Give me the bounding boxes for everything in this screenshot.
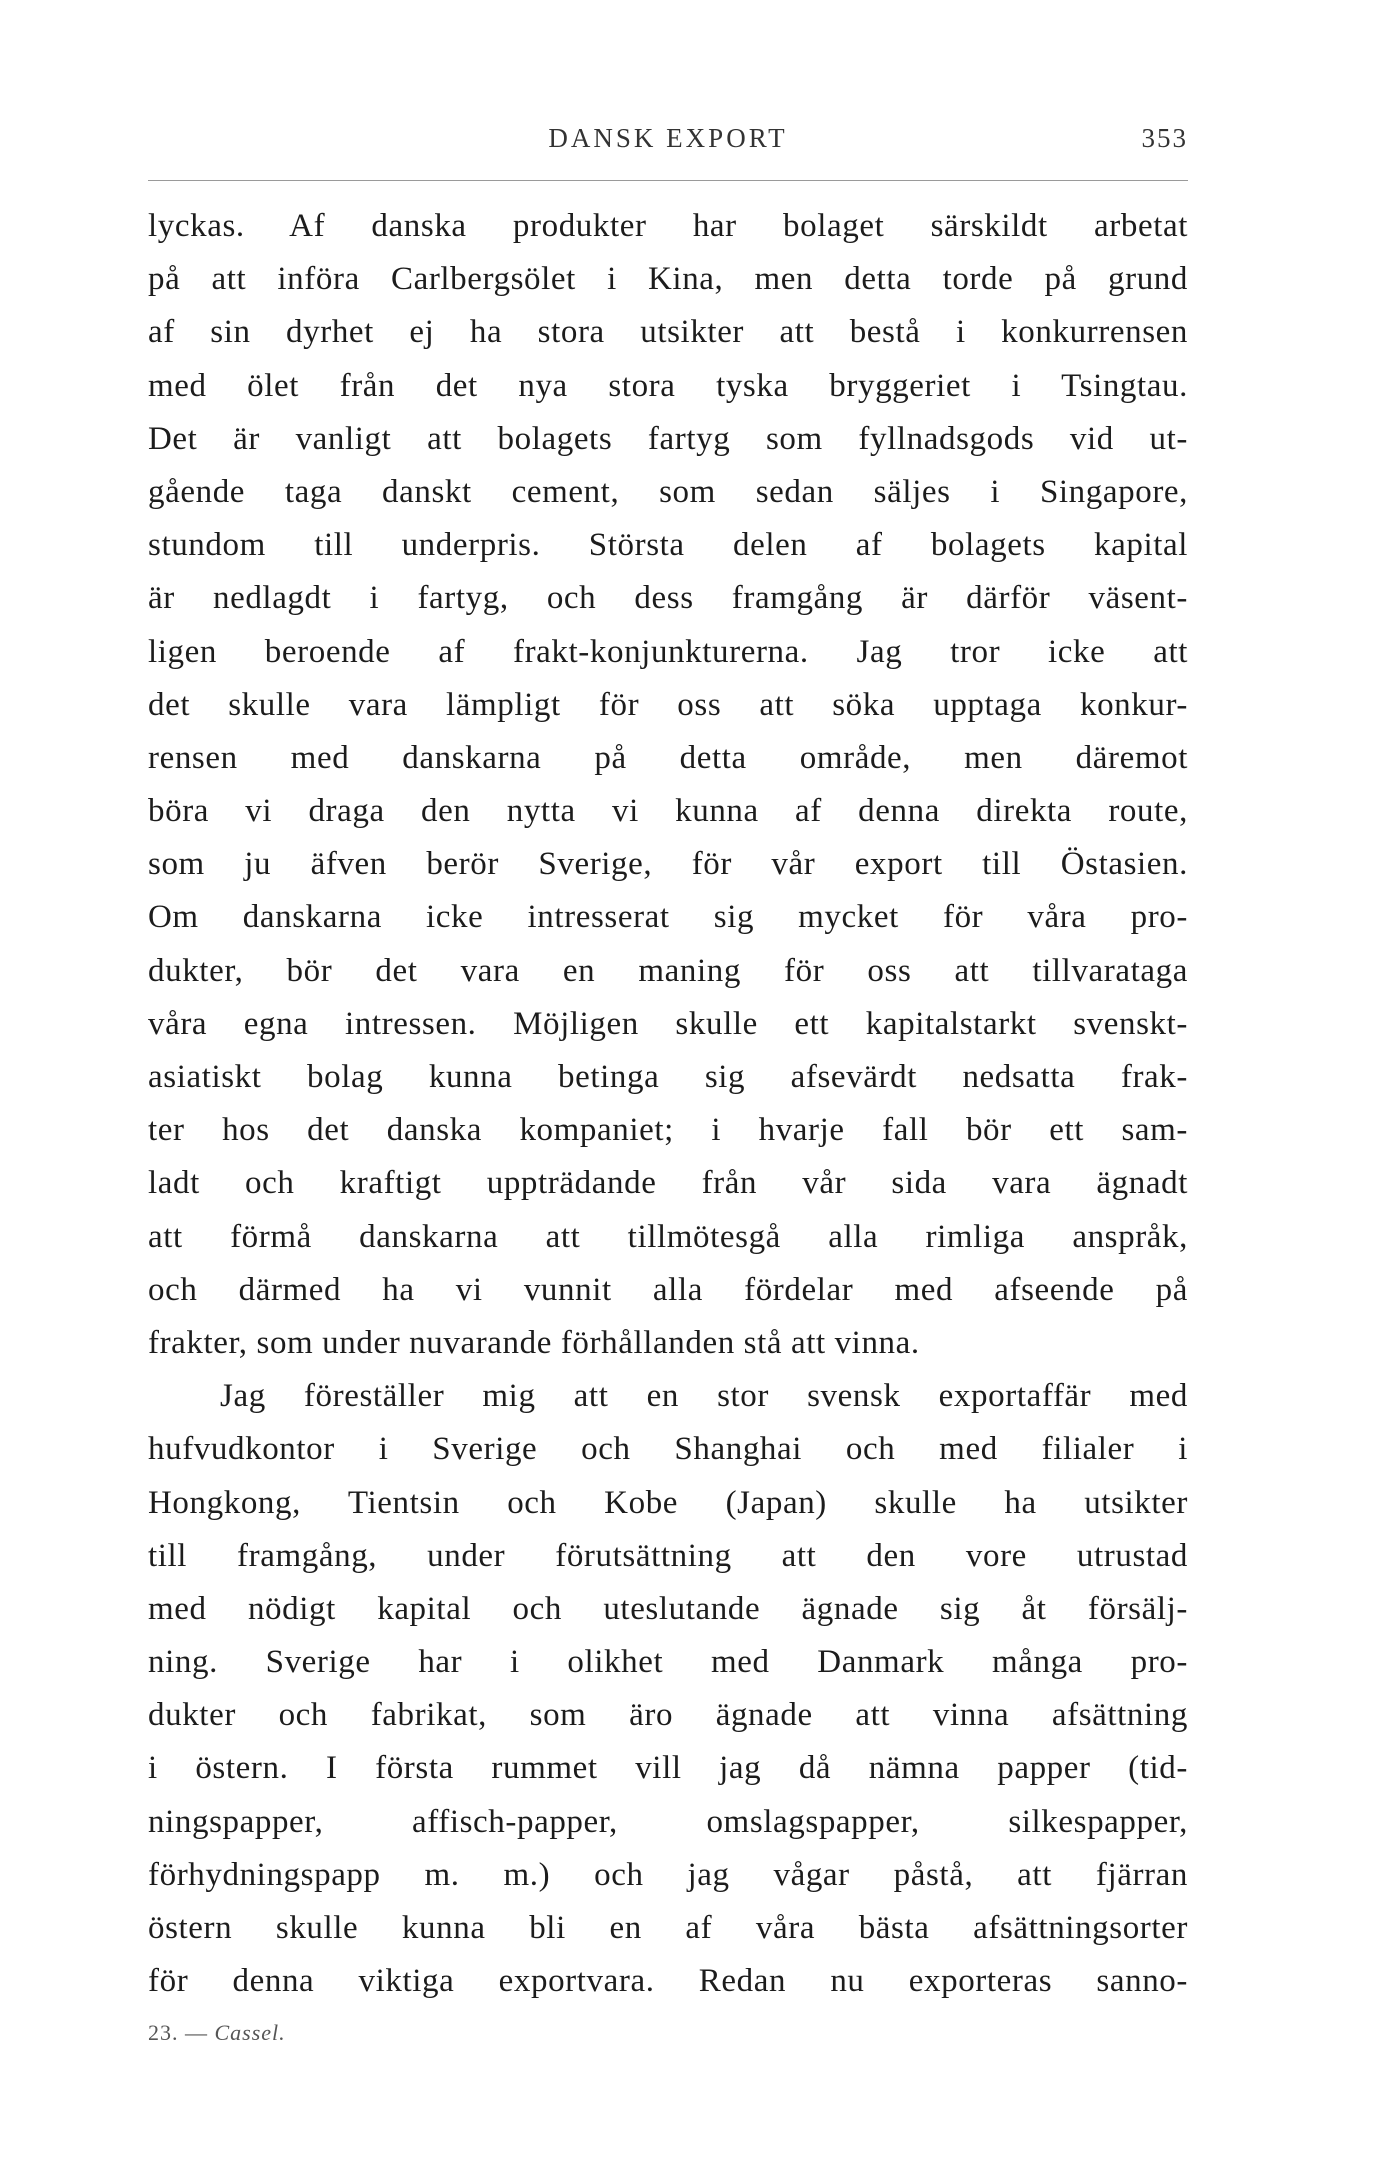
running-title: DANSK EXPORT xyxy=(548,123,788,153)
text-line: ningspapper, affisch-papper, omslagspapper, silkespapper, xyxy=(148,1803,1188,1840)
text-line: som ju äfven berör Sverige, för vår export till Östasien. xyxy=(148,846,1188,883)
header-rule xyxy=(148,180,1188,181)
text-line: och därmed ha vi vunnit alla fördelar med afseende på xyxy=(148,1271,1188,1308)
text-line: Jag föreställer mig att en stor svensk exportaffär med xyxy=(220,1378,1188,1415)
text-line: af sin dyrhet ej ha stora utsikter att bestå i konkurrensen xyxy=(148,314,1188,351)
text-line: rensen med danskarna på detta område, men däremot xyxy=(148,739,1188,776)
text-line: böra vi draga den nytta vi kunna af denna direkta route, xyxy=(148,793,1188,830)
running-head xyxy=(148,123,1188,163)
text-line: ning. Sverige har i olikhet med Danmark många pro- xyxy=(148,1644,1188,1681)
text-line: våra egna intressen. Möjligen skulle ett kapitalstarkt svenskt- xyxy=(148,1005,1188,1042)
text-line: dukter, bör det vara en maning för oss att tillvarataga xyxy=(148,952,1188,989)
signature-mark xyxy=(148,2020,286,2046)
text-line: ladt och kraftigt uppträdande från vår sida vara ägnadt xyxy=(148,1165,1188,1202)
text-line: att förmå danskarna att tillmötesgå alla rimliga anspråk, xyxy=(148,1218,1188,1255)
text-line: förhydningspapp m. m.) och jag vågar påstå, att fjärran xyxy=(148,1856,1188,1893)
text-line: ter hos det danska kompaniet; i hvarje fall bör ett sam- xyxy=(148,1112,1188,1149)
signature-number: 23. xyxy=(148,2020,179,2045)
text-line: med nödigt kapital och uteslutande ägnade sig åt försälj- xyxy=(148,1590,1188,1627)
text-line: Det är vanligt att bolagets fartyg som fyllnadsgods vid ut- xyxy=(148,420,1188,457)
text-line: det skulle vara lämpligt för oss att söka upptaga konkur- xyxy=(148,686,1188,723)
text-line: på att införa Carlbergsölet i Kina, men detta torde på grund xyxy=(148,261,1188,298)
text-line: lyckas. Af danska produkter har bolaget särskildt arbetat xyxy=(148,208,1188,244)
text-line: till framgång, under förutsättning att den vore utrustad xyxy=(148,1537,1188,1574)
text-line: är nedlagdt i fartyg, och dess framgång är därför väsent- xyxy=(148,580,1188,617)
signature-name: Cassel. xyxy=(214,2020,286,2045)
page-number: 353 xyxy=(1141,123,1188,153)
text-line: asiatiskt bolag kunna betinga sig afsevärdt nedsatta frak- xyxy=(148,1059,1188,1095)
text-line: stundom till underpris. Största delen af bolagets kapital xyxy=(148,527,1188,564)
text-line: frakter, som under nuvarande förhållanden stå att vinna. xyxy=(148,1324,920,1361)
text-line: gående taga danskt cement, som sedan säljes i Singapore, xyxy=(148,473,1188,510)
body-text xyxy=(148,200,1188,2008)
text-line: Hongkong, Tientsin och Kobe (Japan) skulle ha utsikter xyxy=(148,1484,1188,1521)
text-line: hufvudkontor i Sverige och Shanghai och med filialer i xyxy=(148,1431,1188,1468)
text-line: för denna viktiga exportvara. Redan nu exporteras sanno- xyxy=(148,1963,1188,2000)
text-line: ligen beroende af frakt-konjunkturerna. Jag tror icke att xyxy=(148,633,1188,670)
text-line: Om danskarna icke intresserat sig mycket för våra pro- xyxy=(148,899,1188,936)
signature-dash: — xyxy=(185,2020,208,2045)
text-line: östern skulle kunna bli en af våra bästa afsättningsorter xyxy=(148,1910,1188,1946)
text-line: med ölet från det nya stora tyska bryggeriet i Tsingtau. xyxy=(148,367,1188,404)
text-line: i östern. I första rummet vill jag då nämna papper (tid- xyxy=(148,1750,1188,1787)
text-line: dukter och fabrikat, som äro ägnade att vinna afsättning xyxy=(148,1697,1188,1734)
